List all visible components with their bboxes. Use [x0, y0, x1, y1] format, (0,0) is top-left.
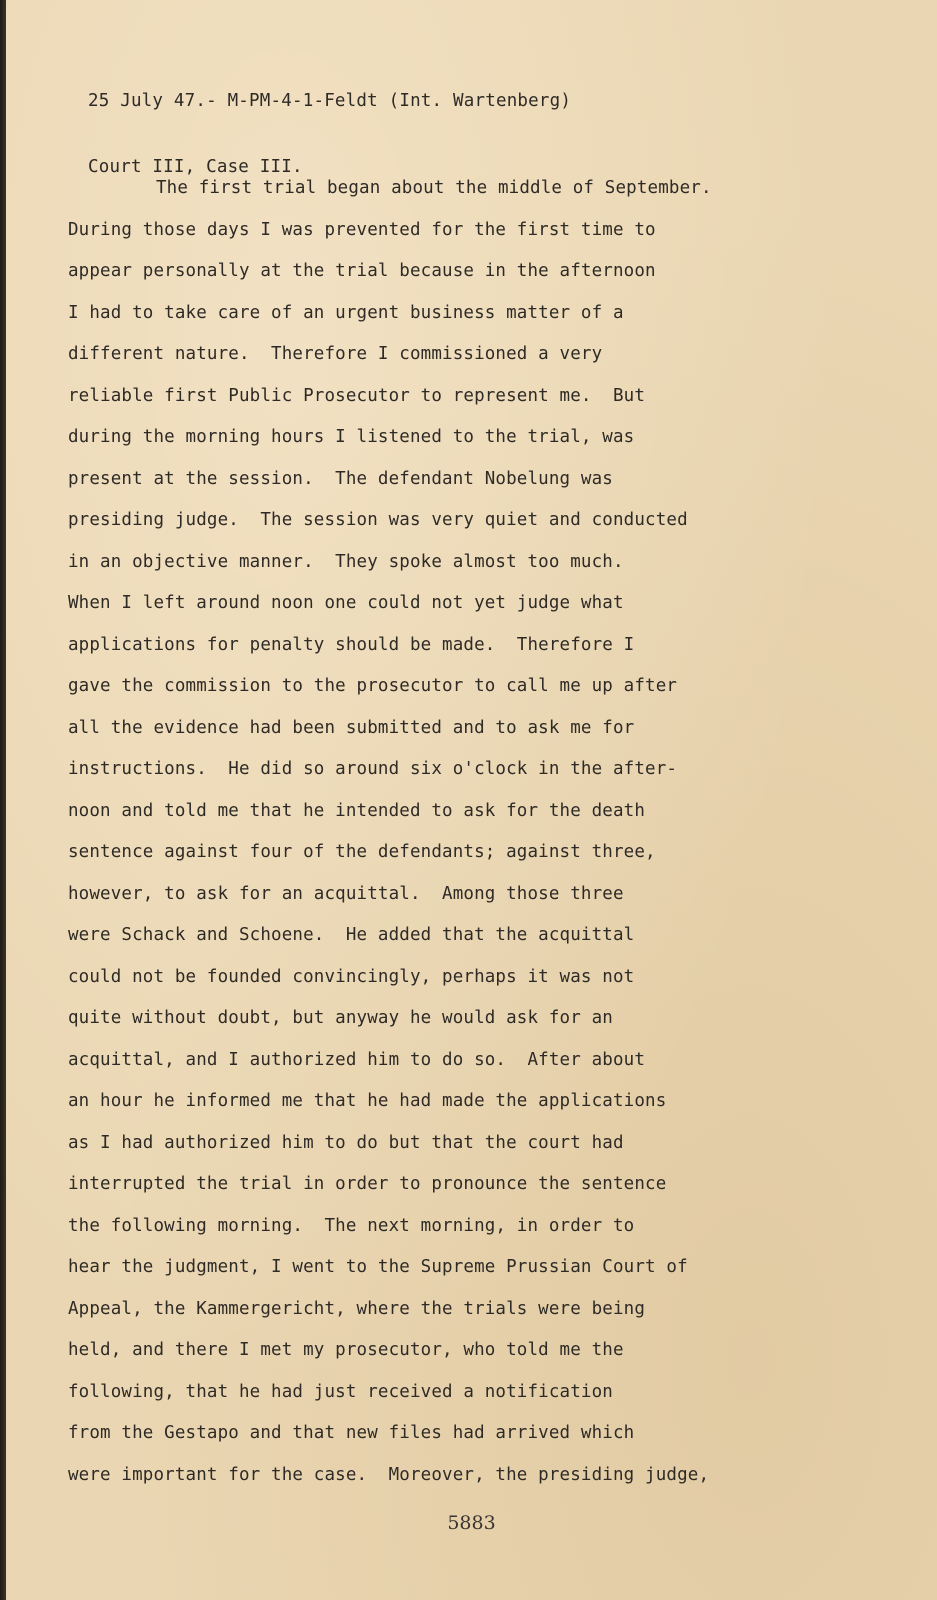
text-line: in an objective manner. They spoke almost too much.	[68, 551, 624, 572]
text-line: When I left around noon one could not yet judge what	[68, 593, 624, 613]
header-court-case: Court III, Case III.	[88, 157, 303, 177]
text-line: held, and there I met my prosecutor, who told me the	[68, 1340, 624, 1360]
testimony-text	[68, 168, 908, 1496]
text-line: gave the commission to the prosecutor to call me up after	[68, 676, 678, 696]
text-line: present at the session. The defendant Nobelung was	[68, 468, 613, 489]
text-line: During those days I was prevented for the first time to	[68, 219, 656, 240]
header-date-reference: 25 July 47.- M-PM-4-1-Feldt (Int. Wartenberg)	[88, 91, 572, 111]
text-line: hear the judgment, I went to the Supreme Prussian Court of	[68, 1257, 688, 1277]
text-line: could not be founded convincingly, perhaps it was not	[68, 966, 635, 987]
text-line: acquittal, and I authorized him to do so. After about	[68, 1049, 646, 1070]
text-line: presiding judge. The session was very quiet and conducted	[68, 510, 688, 530]
text-line: were Schack and Schoene. He added that the acquittal	[68, 925, 635, 945]
text-line: the following morning. The next morning, in order to	[68, 1215, 635, 1236]
text-line: during the morning hours I listened to the trial, was	[68, 427, 635, 447]
text-line: noon and told me that he intended to ask for the death	[68, 800, 646, 821]
text-line: an hour he informed me that he had made the applications	[68, 1091, 667, 1111]
text-line: Appeal, the Kammergericht, where the trials were being	[68, 1298, 646, 1319]
text-line: The first trial began about the middle of September.	[156, 178, 712, 198]
text-line: appear personally at the trial because in the afternoon	[68, 261, 656, 281]
text-line: reliable first Public Prosecutor to represent me. But	[68, 385, 646, 406]
text-line: however, to ask for an acquittal. Among those three	[68, 883, 624, 904]
text-line: I had to take care of an urgent business matter of a	[68, 302, 624, 323]
text-line: following, that he had just received a notification	[68, 1381, 613, 1402]
text-line: quite without doubt, but anyway he would ask for an	[68, 1008, 613, 1028]
document-page	[6, 0, 937, 1600]
text-line: instructions. He did so around six o'clock in the after-	[68, 759, 678, 779]
page-number: 5883	[447, 1512, 496, 1534]
text-line: applications for penalty should be made. Therefore I	[68, 634, 635, 655]
text-line: interrupted the trial in order to pronounce the sentence	[68, 1174, 667, 1194]
text-line: were important for the case. Moreover, the presiding judge,	[68, 1464, 710, 1485]
text-line: different nature. Therefore I commissioned a very	[68, 344, 603, 364]
text-line: sentence against four of the defendants; against three,	[68, 842, 656, 862]
text-line: from the Gestapo and that new files had arrived which	[68, 1423, 635, 1443]
text-line: all the evidence had been submitted and to ask me for	[68, 717, 635, 738]
text-line: as I had authorized him to do but that the court had	[68, 1132, 624, 1153]
